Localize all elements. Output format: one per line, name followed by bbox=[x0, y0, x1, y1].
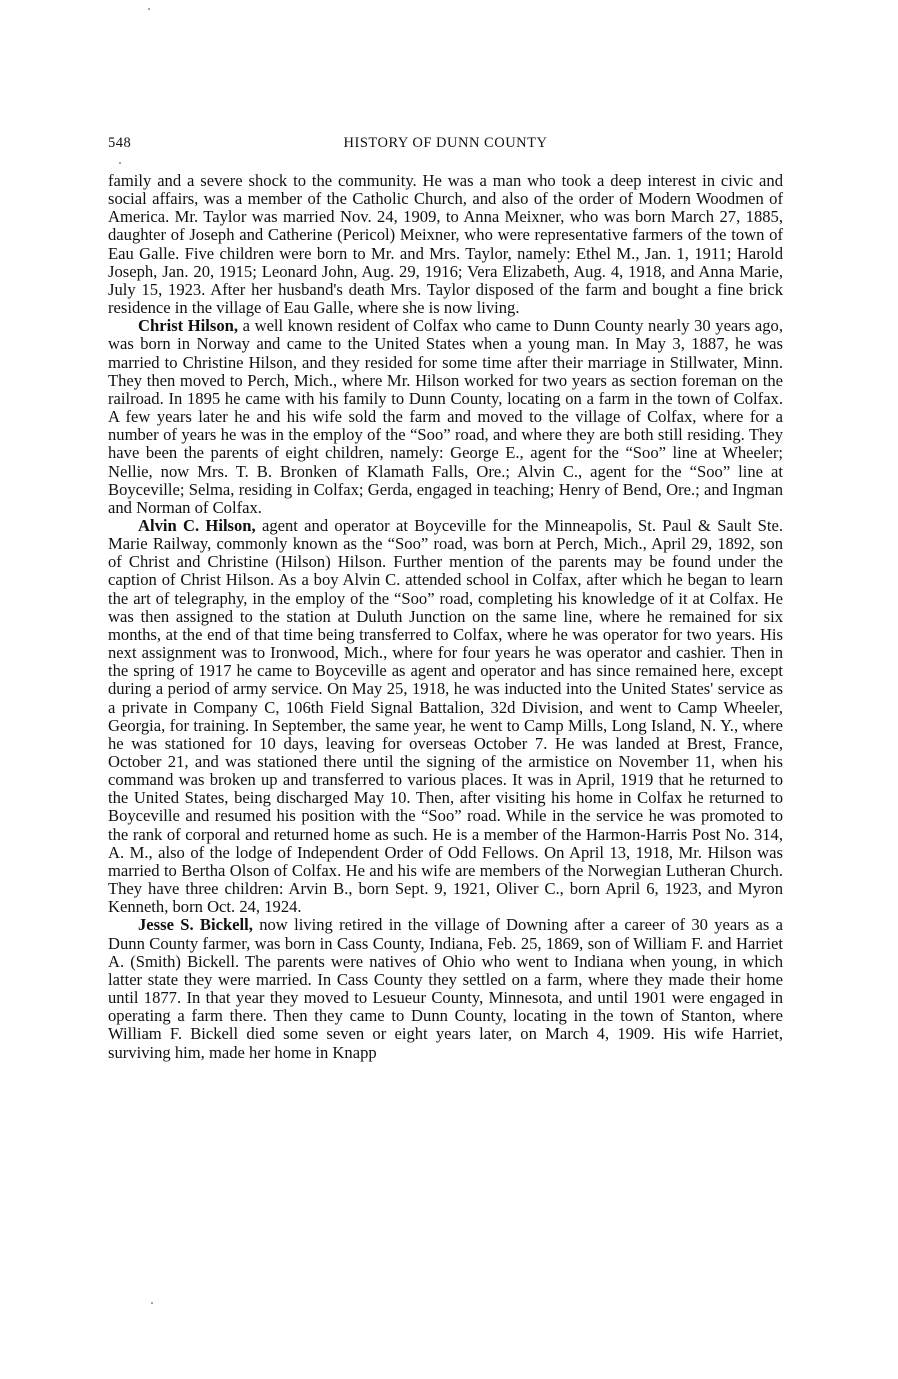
paper-speck bbox=[148, 8, 150, 10]
paragraph-continuation bbox=[108, 172, 783, 317]
running-head bbox=[108, 135, 783, 157]
biography-entry-jesse-bickell bbox=[108, 916, 783, 1061]
biography-entry-christ-hilson bbox=[108, 317, 783, 517]
entry-name: Alvin C. Hilson, bbox=[138, 515, 256, 535]
paragraph-text: family and a severe shock to the community. He was a man who took a deep interest in civic and social affairs, was a member of the Catholic Church, and also of the order of Modern Woodmen of America. Mr. Taylor was married Nov. 24, 1909, to Anna Meixner, who was born March 27, 1885, daughter of Joseph and Catherine (Pericol) Meixner, who were representative farmers of the town of Eau Galle. Five children were born to Mr. and Mrs. Taylor, namely: Ethel M., Jan. 1, 1911; Harold Joseph, Jan. 20, 1915; Leonard John, Aug. 29, 1916; Vera Elizabeth, Aug. 4, 1918, and Anna Marie, July 15, 1923. After her husband's death Mrs. Taylor disposed of the farm and bought a fine brick residence in the village of Eau Galle, where she is now living. bbox=[108, 171, 783, 318]
paper-speck bbox=[119, 162, 121, 164]
paragraph-text: now living retired in the village of Downing after a career of 30 years as a Dunn County farmer, was born in Cass County, Indiana, Feb. 25, 1869, son of William F. and Harriet A. (Smith) Bickell. The parents were natives of Ohio who went to Indiana when young, in which latter state they were married. In Cass County they settled on a farm, where they made their home until 1877. In that year they moved to Lesueur County, Minnesota, and until 1901 were engaged in operating a farm there. Then they came to Dunn County, locating in the town of Stanton, where William F. Bickell died some seven or eight years later, on March 4, 1909. His wife Harriet, surviving him, made her home in Knapp bbox=[108, 915, 784, 1062]
running-title: HISTORY OF DUNN COUNTY bbox=[343, 135, 548, 151]
entry-name: Christ Hilson, bbox=[138, 316, 239, 336]
biography-entry-alvin-hilson bbox=[108, 517, 783, 916]
body-text bbox=[108, 172, 783, 1062]
paragraph-text: a well known resident of Colfax who came to Dunn County nearly 30 years ago, was born in Norway and came to the United States when a young man. In May 3, 1887, he was married to Christine Hilson, and they resided for some time after their marriage in Stillwater, Minn. They then moved to Perch, Mich., where Mr. Hilson worked for two years as section foreman on the railroad. In 1895 he came with his family to Dunn County, locating on a farm in the town of Colfax. A few years later he and his wife sold the farm and moved to the village of Colfax, where for a number of years he was in the employ of the “Soo” road, and where they are both still residing. They have been the parents of eight children, namely: George E., agent for the “Soo” line at Wheeler; Nellie, now Mrs. T. B. Bronken of Klamath Falls, Ore.; Alvin C., agent for the “Soo” line at Boyceville; Selma, residing in Colfax; Gerda, engaged in teaching; Henry of Bend, Ore.; and Ingman and Norman of Colfax. bbox=[108, 316, 783, 517]
paragraph-text: agent and operator at Boyceville for the Minneapolis, St. Paul & Sault Ste. Marie Railway, commonly known as the “Soo” road, was born at Perch, Mich., April 29, 1892, son of Christ and Christine (Hilson) Hilson. Further mention of the parents may be found under the caption of Christ Hilson. As a boy Alvin C. attended school in Colfax, after which he began to learn the art of telegraphy, in the employ of the “Soo” road, completing his knowledge of it at Colfax. He was then assigned to the station at Duluth Junction on the same line, where he remained for six months, at the end of that time being transferred to Colfax, where he was operator for two years. His next assignment was to Ironwood, Mich., where for four years he was operator and cashier. Then in the spring of 1917 he came to Boyceville as agent and operator and has since remained here, except during a period of army service. On May 25, 1918, he was inducted into the United States' service as a private in Company C, 106th Field Signal Battalion, 32d Division, and went to Camp Wheeler, Georgia, for training. In September, the same year, he went to Camp Mills, Long Island, N. Y., where he was stationed for 10 days, leaving for overseas October 7. He was landed at Brest, France, October 21, and was stationed there until the signing of the armistice on November 11, when his command was broken up and transferred to various places. It was in April, 1919 that he returned to the United States, being discharged May 10. Then, after visiting his home in Colfax he returned to Boyceville and resumed his position with the “Soo” road. While in the service he was promoted to the rank of corporal and returned home as such. He is a member of the Harmon-Harris Post No. 314, A. M., also of the lodge of Independent Order of Odd Fellows. On April 13, 1918, Mr. Hilson was married to Bertha Olson of Colfax. He and his wife are members of the Norwegian Lutheran Church. They have three children: Arvin B., born Sept. 9, 1921, Oliver C., born April 6, 1923, and Myron Kenneth, born Oct. 24, 1924. bbox=[108, 515, 783, 917]
paper-speck bbox=[151, 1302, 153, 1304]
page-number: 548 bbox=[108, 135, 132, 151]
entry-name: Jesse S. Bickell, bbox=[138, 915, 253, 935]
